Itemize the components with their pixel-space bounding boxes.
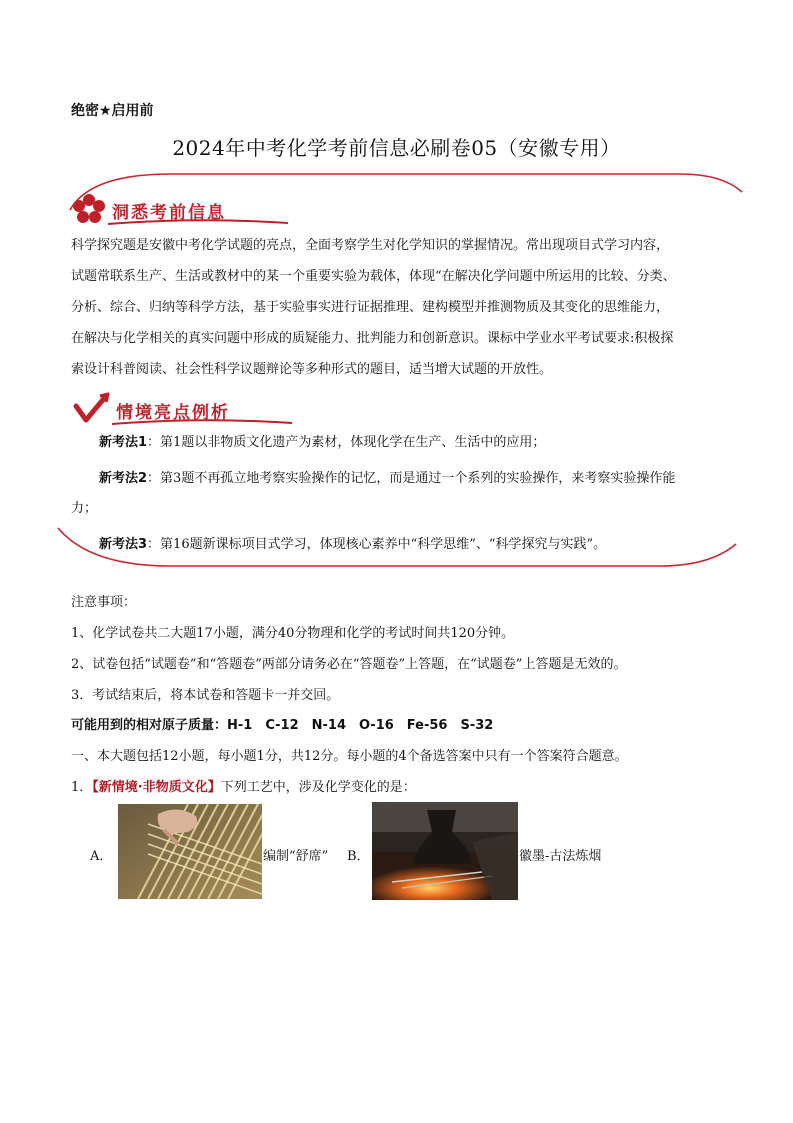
option-a-letter: A．	[90, 849, 113, 864]
list-item	[71, 464, 721, 494]
option-a-caption: 编制“舒席”	[263, 849, 329, 864]
check-arrow-icon	[72, 392, 112, 424]
flower-icon	[72, 193, 106, 223]
confidential-label: 绝密★启用前	[71, 103, 154, 119]
item-label: 新考法3	[99, 537, 148, 552]
info-line: 分析、综合、归纳等科学方法，基于实验事实进行证据推理、建构模型并推测物质及其变化的思维能力，	[71, 300, 670, 315]
highlight-section-heading: 情境亮点例析	[116, 403, 230, 423]
item-text: ：第3题不再孤立地考察实验操作的记忆，而是通过一个系列的实验操作，来考察实验操作能	[147, 471, 676, 486]
question-stem: 下列工艺中，涉及化学变化的是：	[220, 780, 416, 795]
item-text: 力；	[71, 501, 98, 516]
page-title: 2024年中考化学考前信息必刷卷05（安徽专用）	[172, 136, 621, 160]
list-item	[71, 428, 721, 458]
atomic-masses: 可能用到的相对原子质量：H-1 C-12 N-14 O-16 Fe-56 S-32	[71, 718, 494, 733]
info-line: 试题常联系生产、生活或教材中的某一个重要实验为载体，体现“在解决化学问题中所运用的比较、分类、	[71, 269, 676, 284]
item-text: ：第1题以非物质文化遗产为素材，体现化学在生产、生活中的应用；	[147, 435, 546, 450]
part-one-instructions: 一、本大题包括12小题，每小题1分，共12分。每小题的4个备选答案中只有一个答案符合题意。	[71, 749, 628, 764]
question-tag: 【新情境·非物质文化】	[92, 780, 221, 795]
heading-underline	[112, 419, 292, 427]
item-label: 新考法1	[99, 435, 148, 450]
info-section-heading: 洞悉考前信息	[112, 203, 226, 223]
list-item	[71, 494, 721, 524]
ink-smelting-photo	[372, 802, 518, 900]
heading-underline	[108, 219, 288, 227]
note-line: 2、试卷包括“试题卷”和“答题卷”两部分请务必在“答题卷”上答题，在“试题卷”上答题是无效的。	[71, 657, 627, 672]
option-b-letter: B．	[347, 849, 370, 864]
notes-heading: 注意事项：	[71, 595, 137, 610]
item-text: ：第16题新课标项目式学习，体现核心素养中“科学思维”、“科学探究与实践”。	[147, 537, 607, 552]
info-line: 索设计科普阅读、社会性科学议题辩论等多种形式的题目，适当增大试题的开放性。	[71, 362, 553, 377]
info-line: 科学探究题是安徽中考化学试题的亮点，全面考察学生对化学知识的掌握情况。常出现项目式学习内容，	[71, 238, 670, 253]
highlight-items	[71, 428, 721, 560]
question-1	[71, 776, 416, 795]
item-label: 新考法2	[99, 471, 148, 486]
note-line: 3．考试结束后，将本试卷和答题卡一并交回。	[71, 688, 340, 703]
note-line: 1、化学试卷共二大题17小题，满分40分物理和化学的考试时间共120分钟。	[71, 626, 515, 641]
option-b-caption: 徽墨-古法炼烟	[519, 849, 602, 864]
woven-mat-photo	[118, 804, 262, 899]
info-line: 在解决与化学相关的真实问题中形成的质疑能力、批判能力和创新意识。课标中学业水平考试要求:积极探	[71, 331, 674, 346]
info-paragraph	[71, 230, 721, 385]
list-item	[71, 530, 721, 560]
question-number: 1．	[71, 780, 93, 795]
